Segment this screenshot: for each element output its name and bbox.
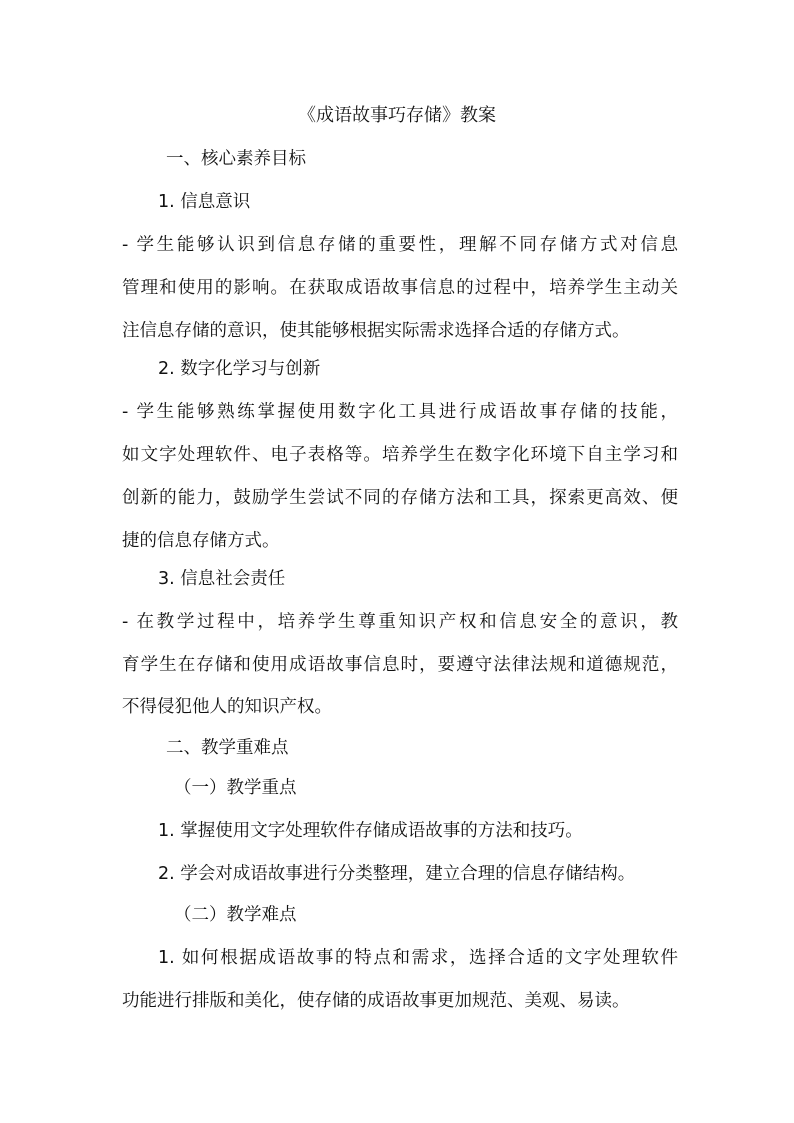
- list-item: 1. 掌握使用文字处理软件存储成语故事的方法和技巧。: [158, 821, 583, 841]
- paragraph-line: 1. 如何根据成语故事的特点和需求，选择合适的文字处理软件: [158, 948, 678, 968]
- paragraph-line: 捷的信息存储方式。: [122, 531, 280, 551]
- paragraph-line: 育学生在存储和使用成语故事信息时，要遵守法律法规和道德规范，: [122, 655, 678, 675]
- paragraph-line: 如文字处理软件、电子表格等。培养学生在数字化环境下自主学习和: [122, 445, 678, 465]
- item-heading-digital-learning: 2. 数字化学习与创新: [158, 359, 321, 379]
- paragraph-line: - 在教学过程中，培养学生尊重知识产权和信息安全的意识，教: [122, 612, 678, 632]
- paragraph-line: 功能进行排版和美化，使存储的成语故事更加规范、美观、易读。: [122, 991, 630, 1011]
- item-heading-social-responsibility: 3. 信息社会责任: [158, 569, 286, 589]
- paragraph-line: 管理和使用的影响。在获取成语故事信息的过程中，培养学生主动关: [122, 278, 678, 298]
- paragraph-line: 注信息存储的意识，使其能够根据实际需求选择合适的存储方式。: [122, 321, 630, 341]
- paragraph-line: - 学生能够熟练掌握使用数字化工具进行成语故事存储的技能，: [122, 402, 678, 422]
- paragraph-line: - 学生能够认识到信息存储的重要性，理解不同存储方式对信息: [122, 235, 678, 255]
- subsection-heading-difficulty: （二）教学难点: [174, 905, 297, 925]
- section-heading-core-goals: 一、核心素养目标: [166, 149, 306, 169]
- item-heading-info-awareness: 1. 信息意识: [158, 192, 251, 212]
- paragraph-line: 创新的能力，鼓励学生尝试不同的存储方法和工具，探索更高效、便: [122, 488, 678, 508]
- section-heading-key-points: 二、教学重难点: [166, 738, 289, 758]
- list-item: 2. 学会对成语故事进行分类整理，建立合理的信息存储结构。: [158, 864, 636, 884]
- subsection-heading-focus: （一）教学重点: [174, 778, 297, 798]
- paragraph-line: 不得侵犯他人的知识产权。: [122, 697, 332, 717]
- document-title: 《成语故事巧存储》教案: [298, 105, 496, 126]
